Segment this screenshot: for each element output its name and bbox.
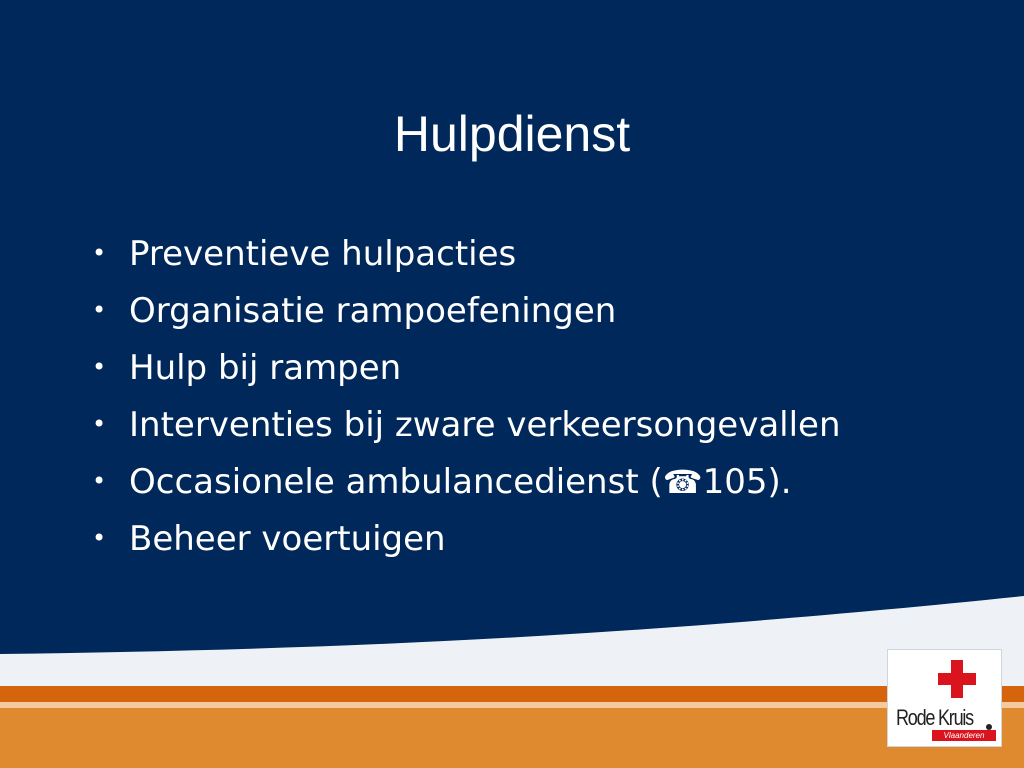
orange-stripe-dark	[0, 686, 1024, 702]
slide-title: Hulpdienst	[393, 106, 631, 162]
bullet-item	[92, 291, 841, 348]
bullet-text: Beheer voertuigen	[129, 519, 446, 559]
bullet-item	[92, 234, 841, 291]
orange-stripe-highlight	[0, 702, 1024, 708]
bullet-item	[92, 462, 841, 519]
bullet-dot-icon: •	[92, 410, 107, 438]
bullet-dot-icon: •	[92, 467, 107, 495]
bullet-text	[129, 462, 792, 502]
bullet-text-before: Occasionele ambulancedienst (	[129, 462, 663, 502]
bullet-text: Preventieve hulpacties	[129, 234, 517, 274]
bullet-dot-icon: •	[92, 353, 107, 381]
bullet-item	[92, 348, 841, 405]
bullet-text: Hulp bij rampen	[129, 348, 402, 388]
bullet-item	[92, 405, 841, 462]
orange-band	[0, 708, 1024, 768]
bullet-dot-icon: •	[92, 239, 107, 267]
bullet-text: Interventies bij zware verkeersongevallen	[129, 405, 841, 445]
bullet-dot-icon: •	[92, 524, 107, 552]
bullet-dot-icon: •	[92, 296, 107, 324]
phone-icon: ☎	[662, 463, 703, 501]
logo-name: Rode Kruis	[896, 705, 973, 730]
logo-tagline: Vlaanderen	[932, 730, 996, 741]
rode-kruis-logo	[887, 649, 1002, 747]
bullet-list	[92, 234, 841, 576]
bullet-text: Organisatie rampoefeningen	[129, 291, 617, 331]
bullet-item	[92, 519, 841, 576]
bullet-text-after: 105).	[702, 462, 792, 502]
